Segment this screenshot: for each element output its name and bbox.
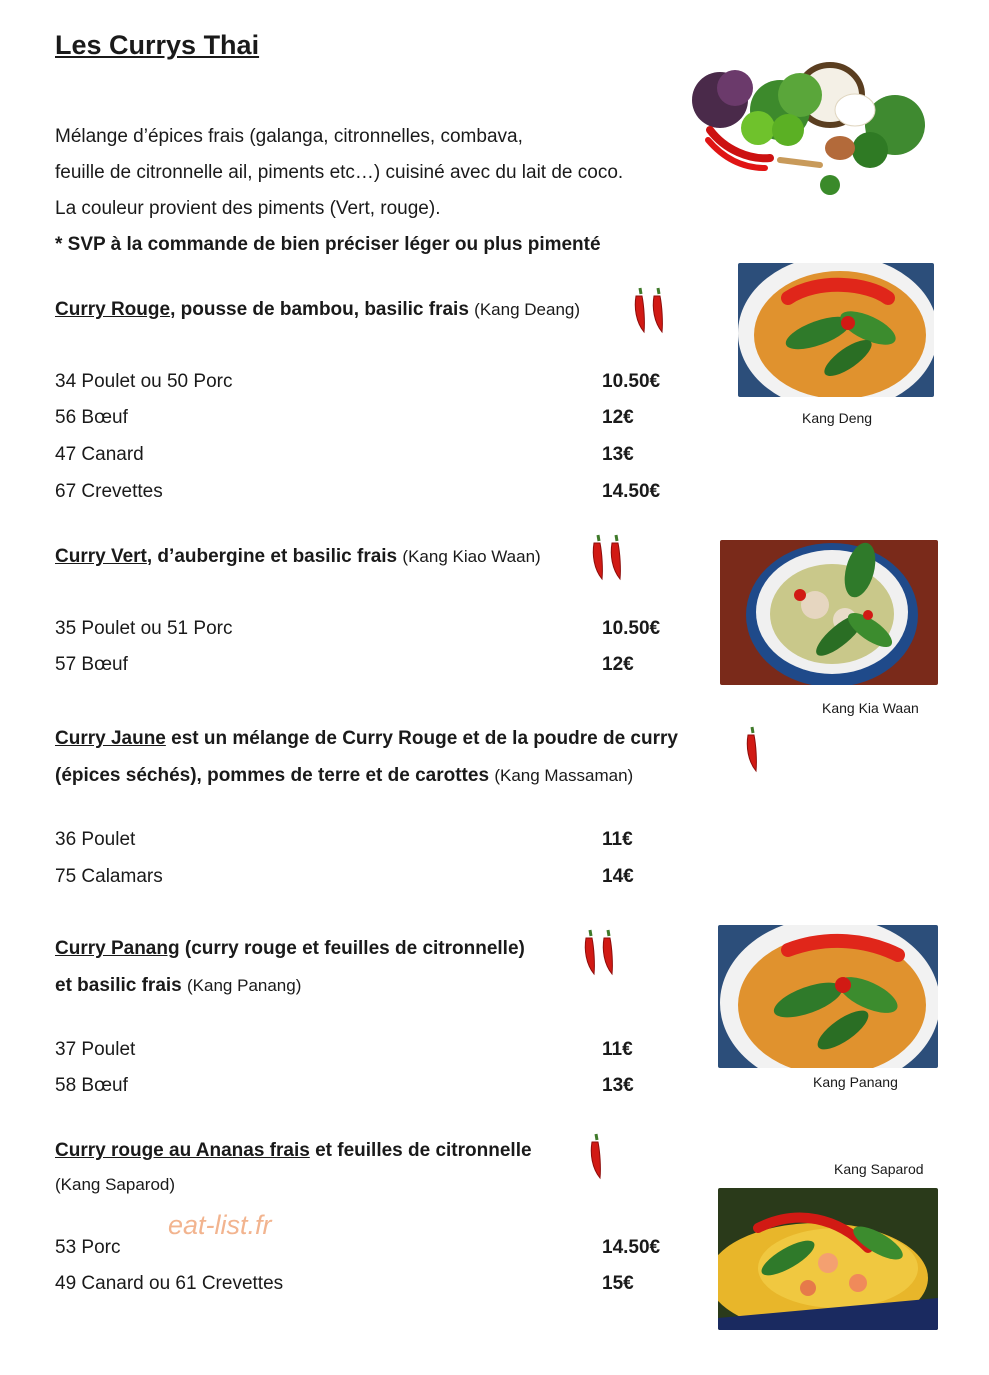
menu-item-price: 12€ [602,654,634,675]
section-heading-curry-vert [55,546,541,568]
chili-icon [588,1132,604,1185]
section-thai-name: (Kang Kiao Waan) [402,547,541,566]
menu-item: 53 Porc [55,1237,121,1258]
section-thai-name: (Kang Saparod) [55,1175,176,1194]
section-thai-name: (Kang Deang) [474,300,581,319]
photo-caption: Kang Deng [802,410,873,426]
menu-item-price: 13€ [602,1075,634,1096]
section-description: et feuilles de citronnelle [309,1140,532,1161]
chili-icon [744,725,760,778]
menu-item-price: 11€ [602,829,633,850]
section-description: (épices séchés), pommes de terre et de carottes [55,765,490,786]
intro-note: * SVP à la commande de bien préciser léger ou plus pimenté [55,234,601,255]
section-name: Curry Jaune [55,728,166,749]
section-heading-line2 [55,975,301,997]
section-description: , pousse de bambou, basilic frais [170,299,469,320]
menu-item: 37 Poulet [55,1039,136,1060]
menu-item: 49 Canard ou 61 Crevettes [55,1273,284,1294]
menu-item: 58 Bœuf [55,1075,128,1096]
menu-item: 34 Poulet ou 50 Porc [55,371,233,392]
chili-icon [650,286,666,339]
section-description: et basilic frais [55,975,182,996]
menu-item: 47 Canard [55,444,144,465]
menu-item: 67 Crevettes [55,481,163,502]
section-thai-name: (Kang Massaman) [494,766,634,785]
menu-item-price: 11€ [602,1039,633,1060]
photo-caption: Kang Kia Waan [822,700,919,716]
section-heading-curry-panang [55,938,525,960]
chili-icon [600,928,616,981]
photo-caption: Kang Saparod [834,1161,924,1177]
dish-photo-kang-saparod [718,1188,938,1330]
menu-item-price: 15€ [602,1273,634,1294]
section-name: Curry rouge au Ananas frais [55,1140,310,1161]
page-title: Les Currys Thai [55,30,260,60]
menu-item-price: 14.50€ [602,1237,661,1258]
intro-line-3: La couleur provient des piments (Vert, rouge). [55,198,441,219]
menu-item-price: 10.50€ [602,371,661,392]
chili-icon [582,928,598,981]
menu-item: 57 Bœuf [55,654,128,675]
menu-item: 36 Poulet [55,829,136,850]
intro-line-2: feuille de citronnelle ail, piments etc…) cuisiné avec du lait de coco. [55,162,624,183]
menu-item-price: 12€ [602,407,634,428]
menu-item: 75 Calamars [55,866,163,887]
menu-item: 35 Poulet ou 51 Porc [55,618,233,639]
chili-icon [632,286,648,339]
section-description: , d’aubergine et basilic frais [146,546,398,567]
section-heading-curry-rouge [55,299,580,321]
photo-caption: Kang Panang [813,1074,898,1090]
intro-line-1: Mélange d’épices frais (galanga, citronnelles, combava, [55,126,523,147]
section-description: est un mélange de Curry Rouge et de la poudre de curry [165,728,678,749]
section-name: Curry Panang [55,938,180,959]
section-heading-line2 [55,1174,175,1196]
section-name: Curry Vert [55,546,147,567]
section-description: (curry rouge et feuilles de citronnelle) [179,938,525,959]
menu-item-price: 13€ [602,444,634,465]
chili-icon [608,533,624,586]
spices-image [680,50,940,200]
dish-photo-kang-kia-waan [720,540,938,685]
section-heading-curry-jaune [55,728,678,750]
section-name: Curry Rouge [55,299,171,320]
menu-item: 56 Bœuf [55,407,128,428]
watermark: eat-list.fr [168,1210,272,1240]
menu-item-price: 14€ [602,866,634,887]
section-heading-curry-ananas [55,1140,532,1162]
menu-item-price: 10.50€ [602,618,661,639]
section-heading-line2 [55,765,633,787]
chili-icon [590,533,606,586]
menu-item-price: 14.50€ [602,481,661,502]
section-thai-name: (Kang Panang) [187,976,302,995]
dish-photo-kang-deng [738,263,934,397]
dish-photo-kang-panang [718,925,938,1068]
